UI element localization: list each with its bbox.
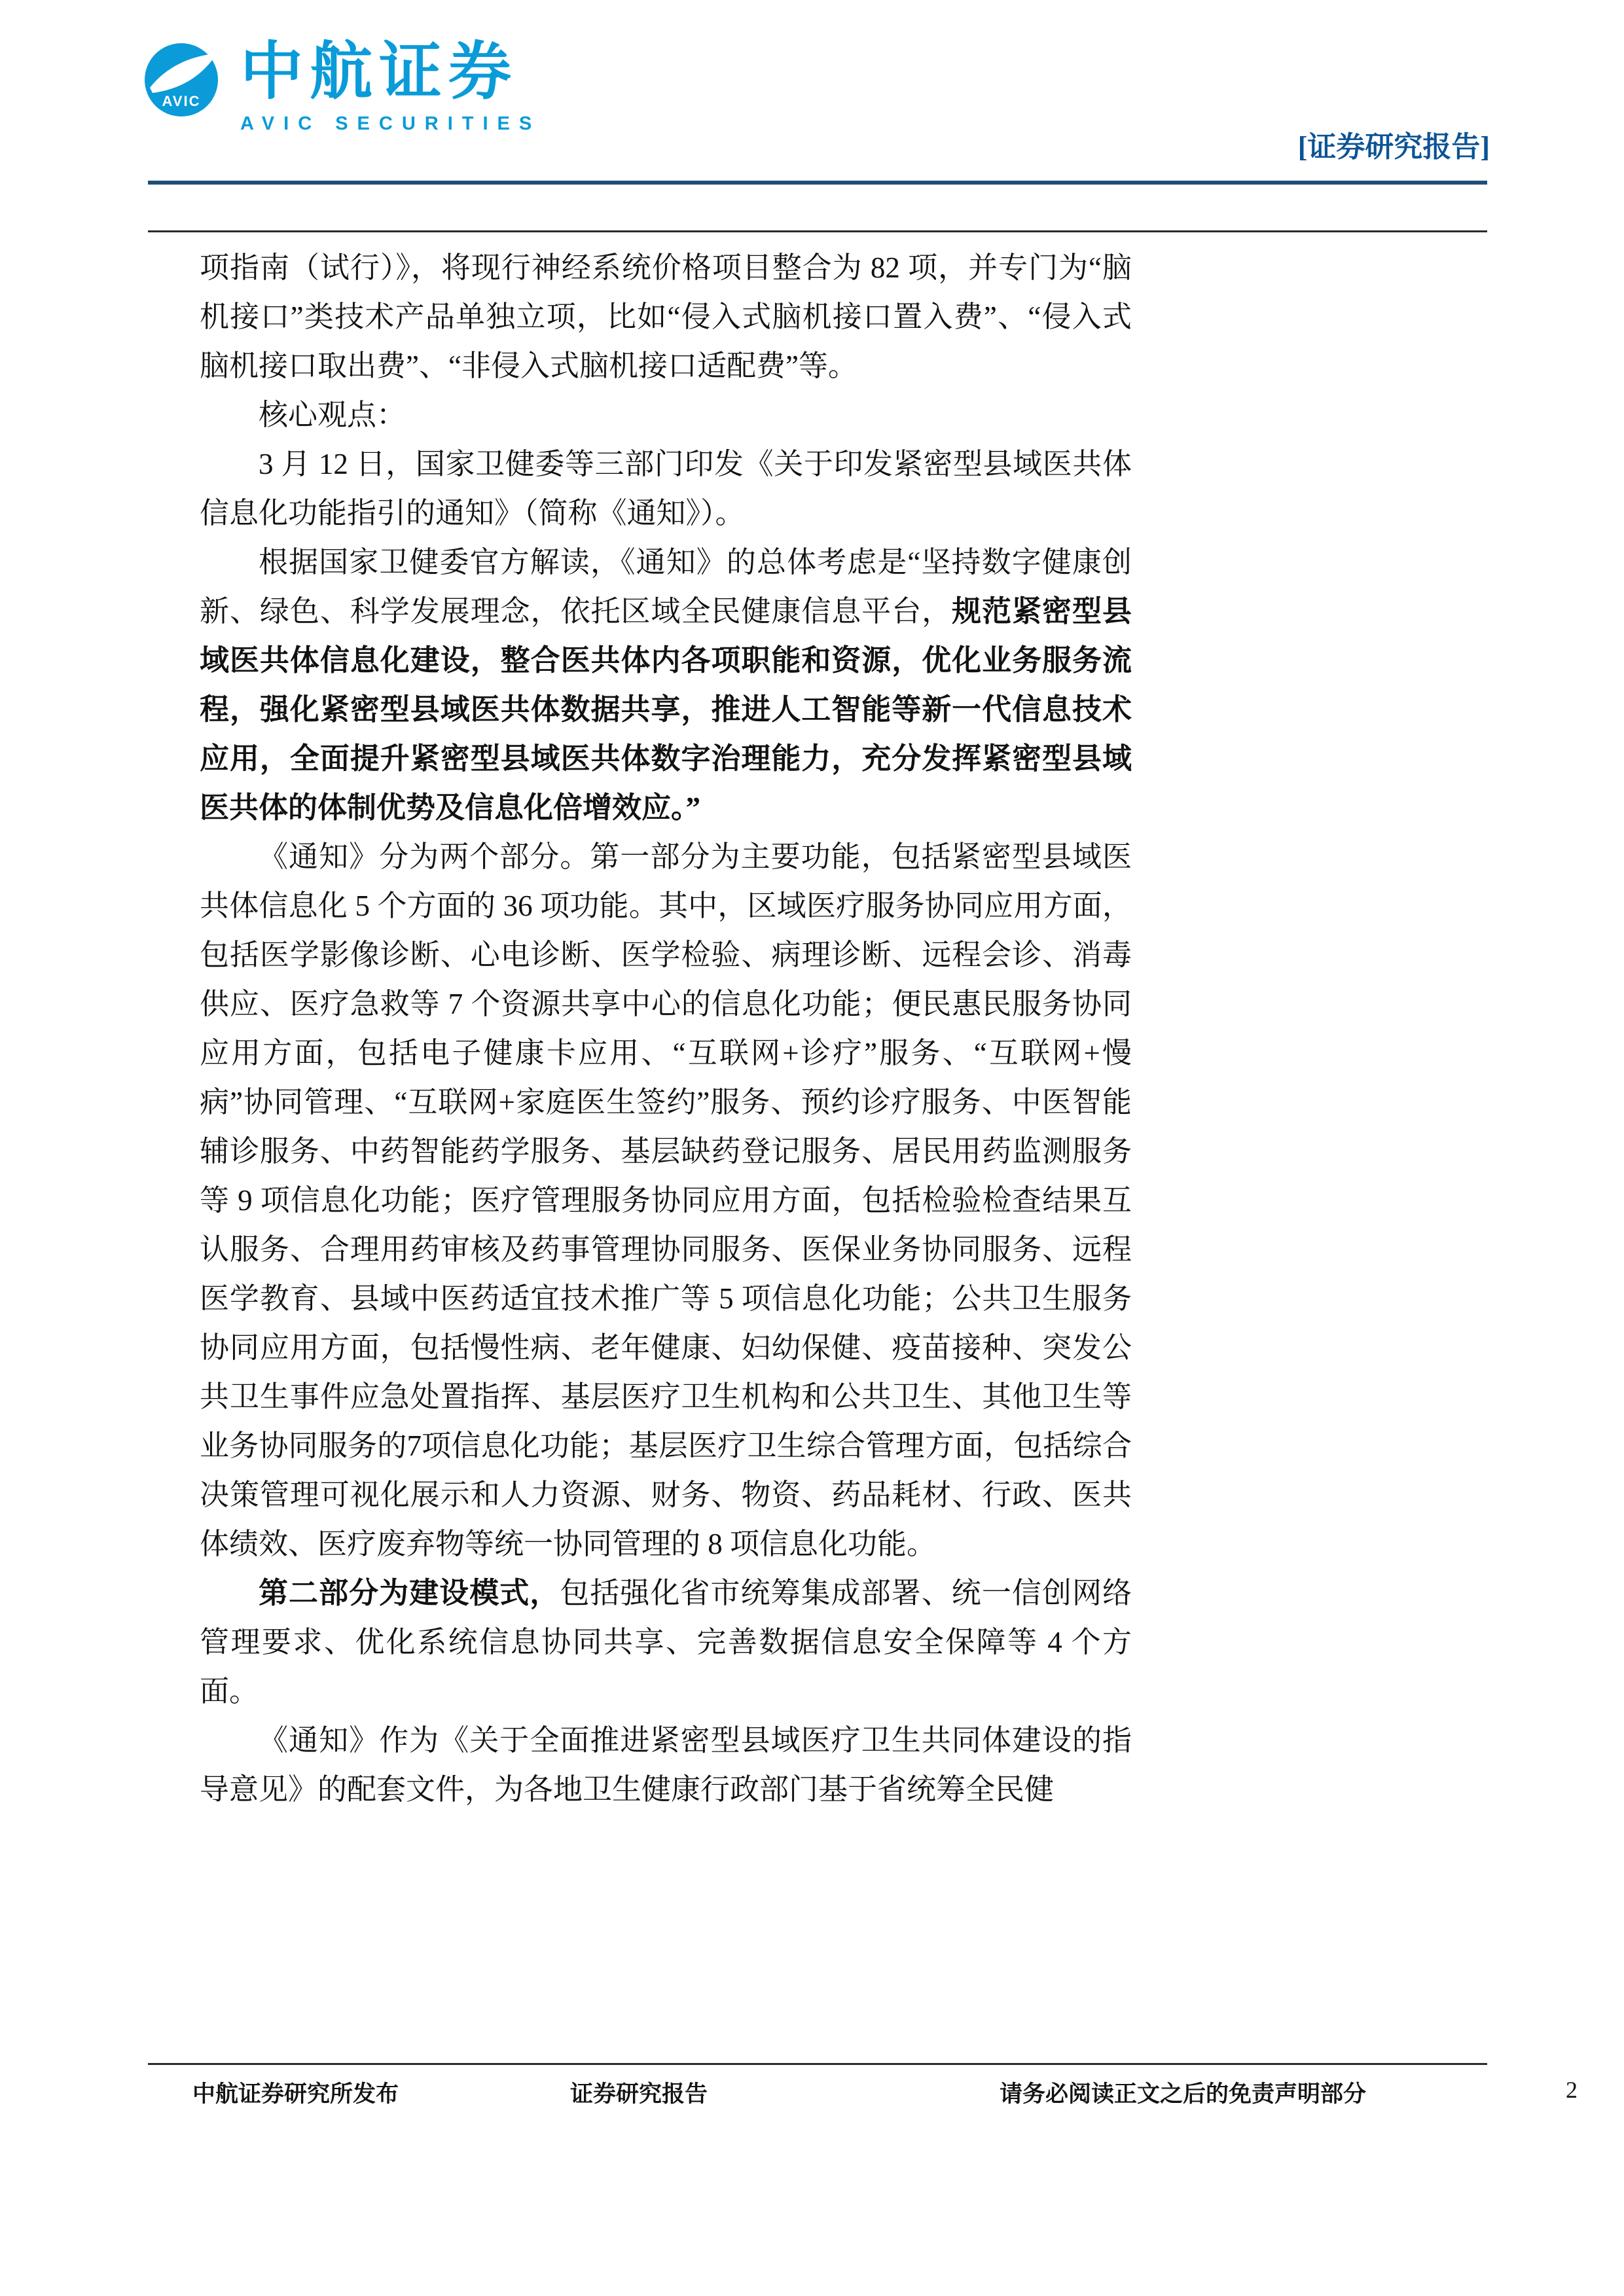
- paragraph-text-bold: 规范紧密型县域医共体信息化建设，整合医共体内各项职能和资源，优化业务服务流程，强化紧密型县域医共体数据共享，推进人工智能等新一代信息技术应用，全面提升紧密型县域医共体数字治理能力，充分发挥紧密型县域医共体的体制优势及信息化倍增效应。”: [200, 595, 1132, 824]
- paragraph-text: 《通知》作为《关于全面推进紧密型县域医疗卫生共同体建设的指导意见》的配套文件，为各地卫生健康行政部门基于省统筹全民健: [200, 1724, 1132, 1806]
- paragraph-text: 核心观点：: [259, 399, 406, 431]
- paragraph: [200, 1716, 1132, 1814]
- paragraph-text: 项指南（试行）》，将现行神经系统价格项目整合为 82 项，并专门为“脑机接口”类技术产品单独立项，比如“侵入式脑机接口置入费”、“侵入式脑机接口取出费”、“非侵入式脑机接口适配费”等。: [200, 251, 1132, 382]
- avic-logo-icon: [141, 39, 222, 131]
- report-type-tag: [证券研究报告]: [1297, 131, 1490, 163]
- logo-text: [240, 39, 541, 135]
- paragraph: [200, 833, 1132, 1569]
- paragraph: [200, 538, 1132, 833]
- footer-publisher: 中航证券研究所发布: [192, 2081, 399, 2107]
- body-paragraphs: [200, 243, 1132, 1814]
- page-number: 2: [1566, 2077, 1578, 2103]
- footer-doc-type: 证券研究报告: [570, 2081, 708, 2107]
- paragraph: [200, 243, 1132, 391]
- logo-cn-name: 中航证券: [240, 37, 518, 107]
- header-rule-secondary: [148, 230, 1487, 232]
- paragraph: [200, 391, 1132, 440]
- footer-rule: [148, 2063, 1487, 2065]
- paragraph-text: 《通知》分为两个部分。第一部分为主要功能，包括紧密型县域医共体信息化 5 个方面的 36 项功能。其中，区域医疗服务协同应用方面，包括医学影像诊断、心电诊断、医学检验、病理诊断、远程会诊、消毒供应、医疗急救等 7 个资源共享中心的信息化功能；便民惠民服务协同应用方面，包括电子健康卡应用、“互联网+诊疗”服务、“互联网+慢病”协同管理、“互联网+家庭医生签约”服务、预约诊疗服务、中医智能辅诊服务、中药智能药学服务、基层缺药登记服务、居民用药监测服务等 9 项信息化功能；医疗管理服务协同应用方面，包括检验检查结果互认服务、合理用药审核及药事管理协同服务、医保业务协同服务、远程医学教育、县域中医药适宜技术推广等 5 项信息化功能；公共卫生服务协同应用方面，包括慢性病、老年健康、妇幼保健、疫苗接种、突发公共卫生事件应急处置指挥、基层医疗卫生机构和公共卫生、其他卫生等业务协同服务的7项信息化功能；基层医疗卫生综合管理方面，包括综合决策管理可视化展示和人力资源、财务、物资、药品耗材、行政、医共体绩效、医疗废弃物等统一协同管理的 8 项信息化功能。: [200, 840, 1132, 1560]
- paragraph-text-bold: 第二部分为建设模式，: [259, 1577, 560, 1609]
- footer: [0, 2076, 1624, 2115]
- logo: [141, 39, 541, 135]
- logo-en-name: AVIC SECURITIES: [240, 113, 541, 134]
- paragraph-text: 根据国家卫健委官方解读，《通知》的总体考虑是“坚持数字健康创新、绿色、科学发展理念，依托区域全民健康信息平台，: [200, 546, 1132, 628]
- header-rule-primary: [148, 181, 1487, 185]
- footer-disclaimer: 请务必阅读正文之后的免责声明部分: [1000, 2081, 1367, 2107]
- paragraph: [200, 440, 1132, 538]
- logo-icon-label: AVIC: [162, 93, 201, 109]
- header: [141, 39, 1490, 170]
- paragraph-text: 3 月 12 日，国家卫健委等三部门印发《关于印发紧密型县域医共体信息化功能指引的通知》（简称《通知》）。: [200, 448, 1132, 529]
- paragraph-text: 包括强化省市统筹集成部署、统一信创网络管理要求、优化系统信息协同共享、完善数据信息安全保障等 4 个方面。: [200, 1577, 1132, 1708]
- paragraph: [200, 1569, 1132, 1716]
